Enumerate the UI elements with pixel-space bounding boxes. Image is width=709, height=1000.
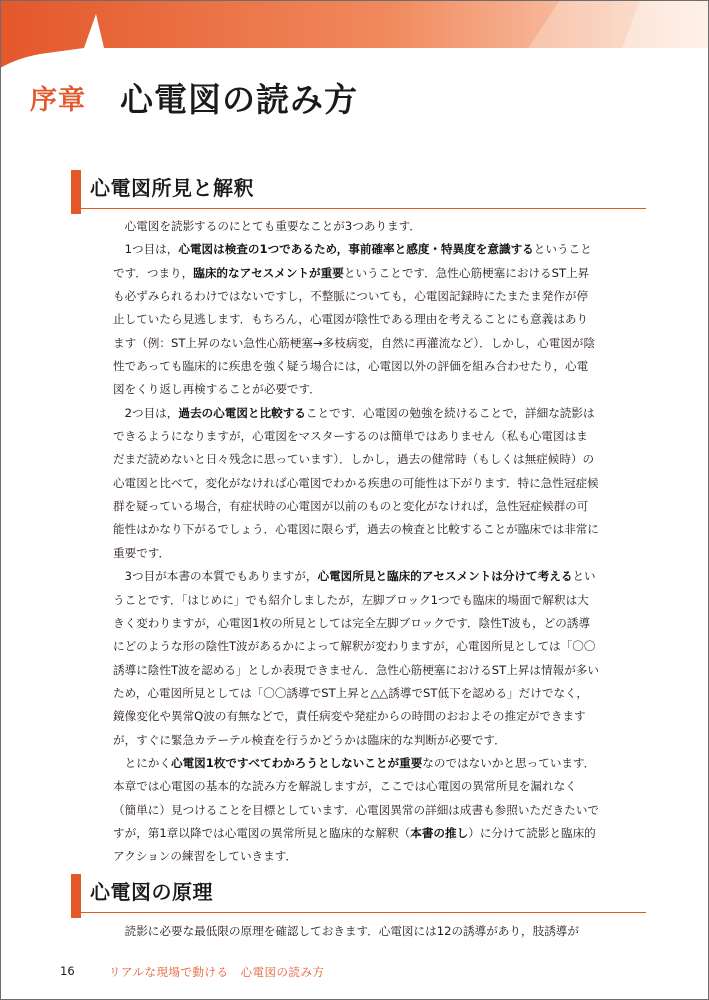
section-accent-bar: [71, 170, 81, 214]
section-accent-bar: [71, 874, 81, 918]
text-run: ということです．つまり，: [113, 242, 592, 280]
text-run: ということです．急性心筋梗塞におけるST上昇も必ずみられるわけではないですし，不整脈についても，心電図記録時にたまたま発作が停止していたら見逃します．もちろん，心電図が陰性である理由を考えることにも意義はあります（例：ST上昇のない急性心筋梗塞→多枝病変，自然に再灌流など）．しかし，心電図が陰性であっても臨床的に疾患を強く疑う場合には，心電図以外の評価を組み合わせたり，心電図をくり返し再検することが必要です．: [113, 265, 596, 397]
bold-emphasis: 心電図は検査の1つであるため，事前確率と感度・特異度を意識する: [178, 242, 534, 257]
paragraph: [113, 920, 599, 943]
text-run: 2つ目は，: [124, 405, 179, 420]
bold-emphasis: 本書の推し: [410, 825, 469, 840]
paragraph: [113, 402, 599, 565]
text-run: ことです．心電図の勉強を続けることで，詳細な読影はできるようになりますが，心電図をマスターするのは簡単ではありません（私も心電図はまだまだ読めないと日々残念に思っています）．しかし，過去の健常時（もしくは無症候時）の心電図と比べて，変化がなければ心電図でわかる疾患の可能性は下がります．特に急性冠症候群を疑っている場合，有症状時の心電図が以前のものと変化がなければ，急性冠症候群の可能性はかなり下がるでしょう．心電図に限らず，過去の検査と比較することが臨床では非常に重要です．: [113, 405, 599, 560]
bold-emphasis: 臨床的なアセスメントが重要: [193, 265, 344, 280]
text-run: 読影に必要な最低限の原理を確認しておきます．心電図には12の誘導があり，肢誘導が: [124, 924, 579, 938]
bold-emphasis: 心電図1枚ですべてわかろうとしないことが重要: [170, 755, 423, 770]
section-title: 心電図所見と解釈: [90, 176, 254, 200]
section-heading: [71, 874, 646, 913]
paragraph: [113, 565, 599, 752]
bold-emphasis: 心電図所見と臨床的アセスメントは分けて考える: [317, 569, 573, 584]
section-body: [113, 215, 599, 869]
paragraph: [113, 752, 599, 869]
bold-emphasis: 過去の心電図と比較する: [178, 405, 306, 420]
chapter-title: 心電図の読み方: [120, 80, 358, 119]
paragraph: [113, 238, 599, 401]
page-number: 16: [60, 964, 75, 978]
section-heading: [71, 170, 646, 209]
chapter-label: 序章: [30, 85, 86, 116]
text-run: とにかく: [124, 755, 171, 770]
text-run: 心電図を読影するのにとても重要なことが3つあります．: [124, 219, 421, 233]
section-title: 心電図の原理: [90, 880, 213, 904]
text-run: 1つ目は，: [124, 242, 179, 257]
text-run: ということです．「はじめに」でも紹介しましたが，左脚ブロック1つでも臨床的場面で解釈は大きく変わりますが，心電図1枚の所見としては完全左脚ブロックです．陰性T波も，どの誘導にどのような形の陰性T波があるかによって解釈が変わりますが，心電図所見としては「〇〇誘導に陰性T波を認める」としか表現できません．急性心筋梗塞におけるST上昇は情報が多いため，心電図所見としては「〇〇誘導でST上昇と△△誘導でST低下を認める」だけでなく，鏡像変化や異常Q波の有無などで，責任病変や発症からの時間のおおよその推定ができますが，すぐに緊急カテーテル検査を行うかどうかは臨床的な判断が必要です．: [113, 569, 599, 747]
section-body: [113, 920, 599, 943]
text-run: ）に分けて読影と臨床的アクションの練習をしていきます．: [113, 825, 596, 864]
paragraph: [113, 215, 599, 238]
text-run: 3つ目が本書の本質でもありますが，: [124, 569, 318, 584]
text-run: なのではないかと思っています．本章では心電図の基本的な読み方を解説しますが，ここでは心電図の異常所見を漏れなく（簡単に）見つけることを目標としています．心電図異常の詳細は成書も参照いただきたいですが，第1章以降では心電図の異常所見と臨床的な解釈（: [113, 755, 600, 840]
running-title: リアルな現場で動ける 心電図の読み方: [109, 965, 325, 979]
